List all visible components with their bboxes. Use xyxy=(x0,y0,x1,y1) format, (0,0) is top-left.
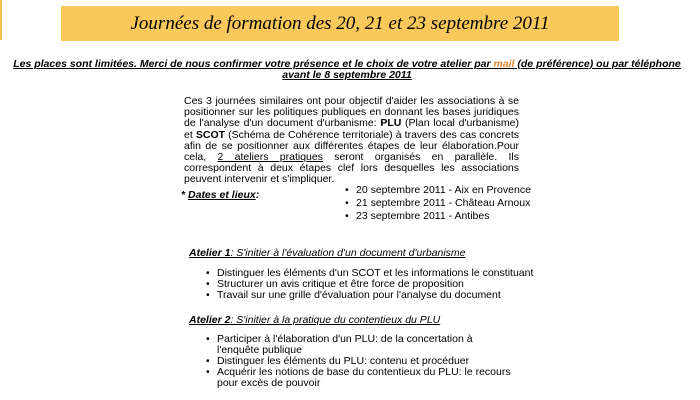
page-title: Journées de formation des 20, 21 et 23 septembre 2011 xyxy=(130,12,550,34)
ateliers-pratiques-text: 2 ateliers pratiques xyxy=(217,151,323,164)
left-edge-bar xyxy=(0,0,2,40)
list-item: • Structurer un avis critique et être force de proposition xyxy=(206,279,533,290)
list-item: • Travail sur une grille d'évaluation pour l'analyse du document xyxy=(206,290,533,301)
intro-text-4: seront organisés en parallèle. Ils correspondent à deux étapes clef lors desquelles les associations peuvent intervenir et s'impliquer. xyxy=(184,151,519,186)
atelier-1-title: : S'initier à l'évaluation d'un document d'urbanisme xyxy=(230,247,466,259)
atelier-2-title: : S'initier à la pratique du contentieux du PLU xyxy=(230,314,441,326)
atelier-2-list xyxy=(206,334,516,389)
intro-text-2: (Plan local d'urbanisme) et xyxy=(184,117,519,141)
intro-paragraph xyxy=(184,96,519,186)
atelier-1-heading xyxy=(189,247,466,259)
dates-star: * xyxy=(181,189,189,201)
intro-text-3: (Schéma de Cohérence territoriale) à travers des cas concrets afin de se positionner aux différentes étapes de leur élaboration.Pour cela, xyxy=(184,128,519,164)
plu-term: PLU xyxy=(380,117,402,130)
atelier-2-number: Atelier 2 xyxy=(189,314,231,326)
title-banner xyxy=(61,6,619,41)
atelier-1-number: Atelier 1 xyxy=(189,247,231,259)
list-item: • 20 septembre 2011 - Aix en Provence xyxy=(345,184,531,197)
dates-colon: : xyxy=(255,189,260,201)
list-item: • 23 septembre 2011 - Antibes xyxy=(345,210,531,223)
list-item: • Distinguer les éléments d'un SCOT et les informations le constituant xyxy=(206,268,533,279)
intro-text-1: Ces 3 journées similaires ont pour objectif d'aider les associations à se positionner sur les politiques publiques en donnant les bases juridiques de l'analyse d'un document d'urbanisme: xyxy=(184,95,519,130)
notice-text-after: (de préférence) ou par téléphone avant le 8 septembre 2011 xyxy=(282,58,681,81)
dates-heading xyxy=(181,189,259,201)
list-item: • Distinguer les éléments du PLU: contenu et procéduer xyxy=(206,356,516,367)
registration-notice xyxy=(12,59,682,81)
list-item: • Acquérir les notions de base du contentieux du PLU: le recours pour excès de pouvoir xyxy=(206,367,516,389)
atelier-1-list xyxy=(206,268,533,301)
dates-list xyxy=(345,184,531,223)
dates-label: Dates et lieux xyxy=(188,189,256,201)
atelier-2-heading xyxy=(189,314,440,326)
mail-link[interactable]: mail xyxy=(493,58,515,70)
list-item: • 21 septembre 2011 - Château Arnoux xyxy=(345,197,531,210)
list-item: • Participer à l'élaboration d'un PLU: de la concertation à l'enquête publique xyxy=(206,334,516,356)
notice-text-before: Les places sont limitées. Merci de nous confirmer votre présence et le choix de votre atelier par xyxy=(13,58,494,70)
scot-term: SCOT xyxy=(195,128,226,141)
